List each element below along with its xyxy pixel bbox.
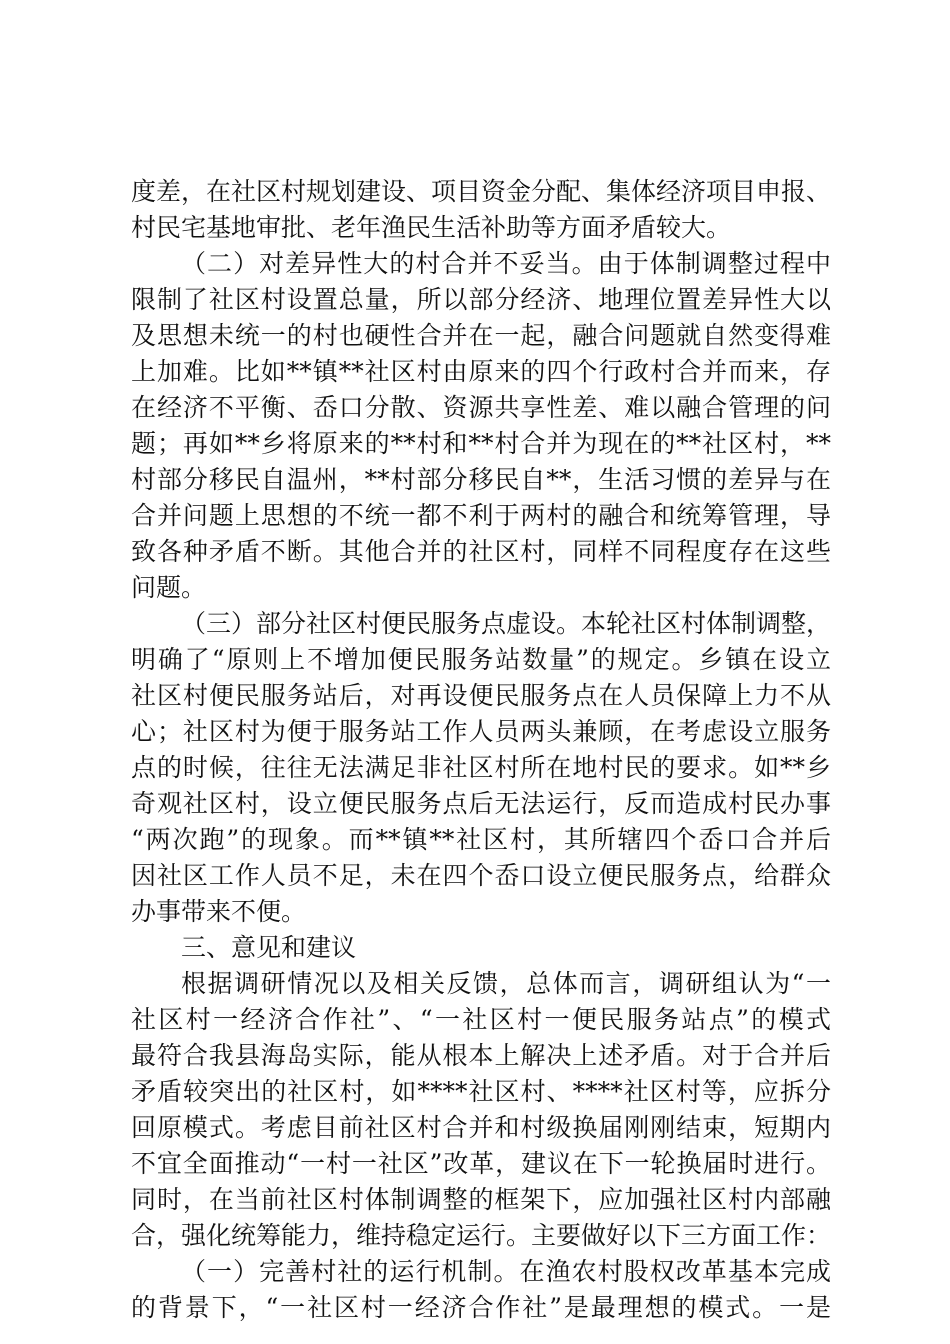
text-line: 根据调研情况以及相关反馈，总体而言，调研组认为“一 — [181, 969, 831, 998]
text-line: 及思想未统一的村也硬性合并在一起，融合问题就自然变得难 — [131, 321, 831, 350]
text-line: 在经济不平衡、岙口分散、资源共享性差、难以融合管理的问 — [131, 393, 831, 422]
text-line: 办事带来不便。 — [131, 897, 307, 926]
text-line: 不宜全面推动“一村一社区”改革，建议在下一轮换届时进行。 — [131, 1149, 831, 1178]
paragraph-recommendations — [131, 966, 831, 1254]
text-line: 合并问题上思想的不统一都不利于两村的融合和统筹管理，导 — [131, 501, 831, 530]
paragraph-village-differences — [131, 174, 831, 246]
text-line: （三）部分社区村便民服务点虚设。本轮社区村体制调整， — [181, 609, 832, 638]
text-line: “两次跑”的现象。而**镇**社区村，其所辖四个岙口合并后 — [131, 825, 831, 854]
text-line: 明确了“原则上不增加便民服务站数量”的规定。乡镇在设立 — [131, 645, 831, 674]
paragraph-merger-inappropriate — [131, 246, 831, 606]
text-line: 度差，在社区村规划建设、项目资金分配、集体经济项目申报、 — [131, 177, 832, 206]
text-line: 村部分移民自温州，**村部分移民自**，生活习惯的差异与在 — [131, 465, 831, 494]
paragraph-service-points — [131, 606, 831, 930]
text-line: 社区村便民服务站后，对再设便民服务点在人员保障上力不从 — [131, 681, 831, 710]
text-line: 奇观社区村，设立便民服务点后无法运行，反而造成村民办事 — [131, 789, 831, 818]
text-line: 点的时候，往往无法满足非社区村所在地村民的要求。如**乡 — [131, 753, 831, 782]
text-line: （一）完善村社的运行机制。在渔农村股权改革基本完成 — [181, 1257, 831, 1286]
text-line: 因社区工作人员不足，未在四个岙口设立便民服务点，给群众 — [131, 861, 831, 890]
text-line: 题；再如**乡将原来的**村和**村合并为现在的**社区村，** — [131, 429, 831, 458]
text-line: 矛盾较突出的社区村，如****社区村、****社区村等，应拆分 — [131, 1077, 831, 1106]
text-line: 限制了社区村设置总量，所以部分经济、地理位置差异性大以 — [131, 285, 831, 314]
section-heading: 三、意见和建议 — [181, 933, 357, 962]
text-line: 同时，在当前社区村体制调整的框架下，应加强社区村内部融 — [131, 1185, 831, 1214]
text-line: 社区村一经济合作社”、“一社区村一便民服务站点”的模式 — [131, 1005, 831, 1034]
text-line: 上加难。比如**镇**社区村由原来的四个行政村合并而来，存 — [131, 357, 831, 386]
text-line: 致各种矛盾不断。其他合并的社区村，同样不同程度存在这些 — [131, 537, 831, 566]
text-line: 回原模式。考虑目前社区村合并和村级换届刚刚结束，短期内 — [131, 1113, 831, 1142]
text-line: 村民宅基地审批、老年渔民生活补助等方面矛盾较大。 — [131, 213, 732, 242]
text-line: （二）对差异性大的村合并不妥当。由于体制调整过程中 — [181, 249, 831, 278]
section-heading-opinions — [131, 930, 831, 966]
paragraph-mechanism — [131, 1254, 831, 1326]
text-line: 问题。 — [131, 573, 207, 602]
text-line: 的背景下，“一社区村一经济合作社”是最理想的模式。一是 — [131, 1293, 831, 1322]
text-line: 最符合我县海岛实际，能从根本上解决上述矛盾。对于合并后 — [131, 1041, 831, 1070]
text-line: 合，强化统筹能力，维持稳定运行。主要做好以下三方面工作： — [131, 1221, 832, 1250]
text-line: 心；社区村为便于服务站工作人员两头兼顾，在考虑设立服务 — [131, 717, 831, 746]
